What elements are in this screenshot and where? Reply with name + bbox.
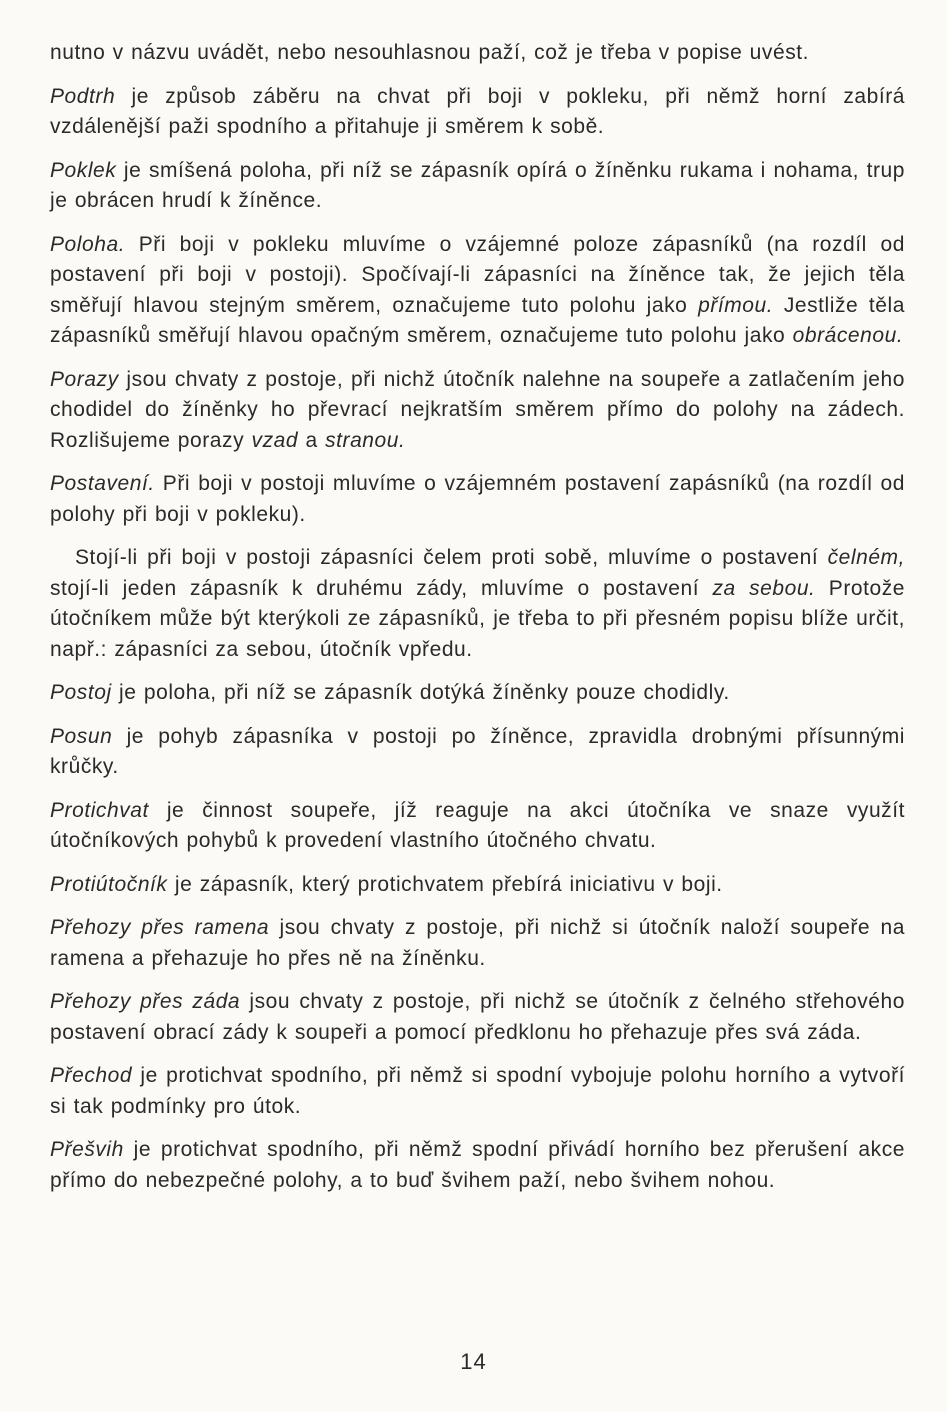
entry-term: Porazy (50, 367, 119, 391)
entry-term: Postavení. (50, 472, 155, 495)
entry-text: a (298, 428, 326, 452)
entry-term: Postoj (50, 681, 112, 704)
entry-text: Jestliže těla zápasníků směřují hlavou opačným směrem, označujeme tuto polohu jako (50, 293, 905, 347)
entry-text: je poloha, při níž se zápasník dotýká žíněnky pouze chodidly. (111, 681, 730, 704)
entry-text: stojí-li jeden zápasník k druhému zády, mluvíme o postavení (50, 576, 713, 600)
glossary-entry (50, 156, 905, 217)
page-number: 14 (460, 1349, 487, 1374)
emphasis-text: za sebou. (712, 576, 816, 600)
emphasis-text: obrácenou. (792, 324, 904, 347)
entry-text: nutno v názvu uvádět, nebo nesouhlasnou paží, což je třeba v popise uvést. (50, 41, 810, 64)
emphasis-text: stranou. (325, 428, 406, 452)
glossary-entry (50, 678, 905, 709)
entry-text: Při boji v postoji mluvíme o vzájemném postavení zapásníků (na rozdíl od polohy při boji v pokleku). (50, 472, 905, 526)
emphasis-text: čelném, (827, 546, 905, 569)
entry-term: Podtrh (50, 84, 116, 108)
entry-term: Přešvih (50, 1138, 124, 1161)
glossary-entry (50, 469, 905, 530)
entry-term: Přehozy přes ramena (50, 916, 270, 939)
entry-term: Posun (50, 724, 113, 748)
entry-text: Protože útočníkem může být kterýkoli ze zápasníků, je třeba to při přesném popisu blíže určit, např.: zápasníci za sebou, útočník vpředu. (50, 576, 905, 661)
entry-term: Přechod (50, 1064, 133, 1087)
page-body (50, 38, 905, 1209)
entry-text: jsou chvaty z postoje, při nichž si útočník naloží soupeře na ramena a přehazuje ho přes ně na žíněnku. (50, 916, 905, 970)
glossary-entry (50, 722, 905, 783)
glossary-entry (50, 1135, 905, 1196)
entry-text: jsou chvaty z postoje, při nichž útočník nalehne na soupeře a zatlačením jeho chodidel do žíněnky ho převrací nejkratším směrem přímo do polohy na zádech. Rozlišujeme porazy (50, 367, 905, 452)
emphasis-text: přímou. (698, 293, 774, 317)
entry-text: je smíšená poloha, při níž se zápasník opírá o žíněnku rukama i nohama, trup je obrácen hrudí k žíněnce. (50, 158, 905, 212)
entry-term: Protichvat (50, 798, 149, 822)
entry-term: Poloha. (50, 232, 126, 256)
glossary-entry (50, 870, 905, 901)
glossary-entry (50, 38, 905, 69)
glossary-entry (50, 796, 905, 857)
glossary-entry (50, 230, 905, 352)
entry-text: Stojí-li při boji v postoji zápasníci čelem proti sobě, mluvíme o postavení (75, 546, 828, 569)
glossary-entry (50, 913, 905, 974)
glossary-entry (50, 543, 905, 665)
entry-text: je pohyb zápasníka v postoji po žíněnce, zpravidla drobnými přísunnými krůčky. (50, 724, 905, 778)
glossary-entry (50, 82, 905, 143)
emphasis-text: vzad (251, 428, 299, 452)
entry-term: Poklek (50, 158, 117, 182)
entry-text: jsou chvaty z postoje, při nichž se útočník z čelného střehového postavení obrací zády k soupeři a pomocí předklonu ho přehazuje přes svá záda. (50, 990, 905, 1044)
entry-text: je zápasník, který protichvatem přebírá iniciativu v boji. (167, 872, 723, 896)
entry-text: je protichvat spodního, při němž si spodní vybojuje polohu horního a vytvoří si tak podmínky pro útok. (50, 1064, 905, 1118)
entry-text: je způsob záběru na chvat při boji v pokleku, při němž horní zabírá vzdálenější paži spodního a přitahuje ji směrem k sobě. (50, 84, 905, 138)
glossary-entry (50, 365, 905, 457)
glossary-entry (50, 987, 905, 1048)
glossary-entry (50, 1061, 905, 1122)
entry-text: je činnost soupeře, jíž reaguje na akci útočníka ve snaze využít útočníkových pohybů k provedení vlastního útočného chvatu. (50, 798, 905, 852)
entry-term: Protiútočník (50, 872, 168, 896)
entry-term: Přehozy přes záda (50, 990, 241, 1013)
entry-text: je protichvat spodního, při němž spodní přivádí horního bez přerušení akce přímo do nebezpečné polohy, a to buď švihem paží, nebo švihem nohou. (50, 1138, 905, 1192)
entry-text: Při boji v pokleku mluvíme o vzájemné poloze zápasníků (na rozdíl od postavení při boji v postoji). Spočívají-li zápasníci na žíněnce tak, že jejich těla směřují hlavou stejným směrem, označujeme tuto polohu jako (50, 232, 905, 317)
